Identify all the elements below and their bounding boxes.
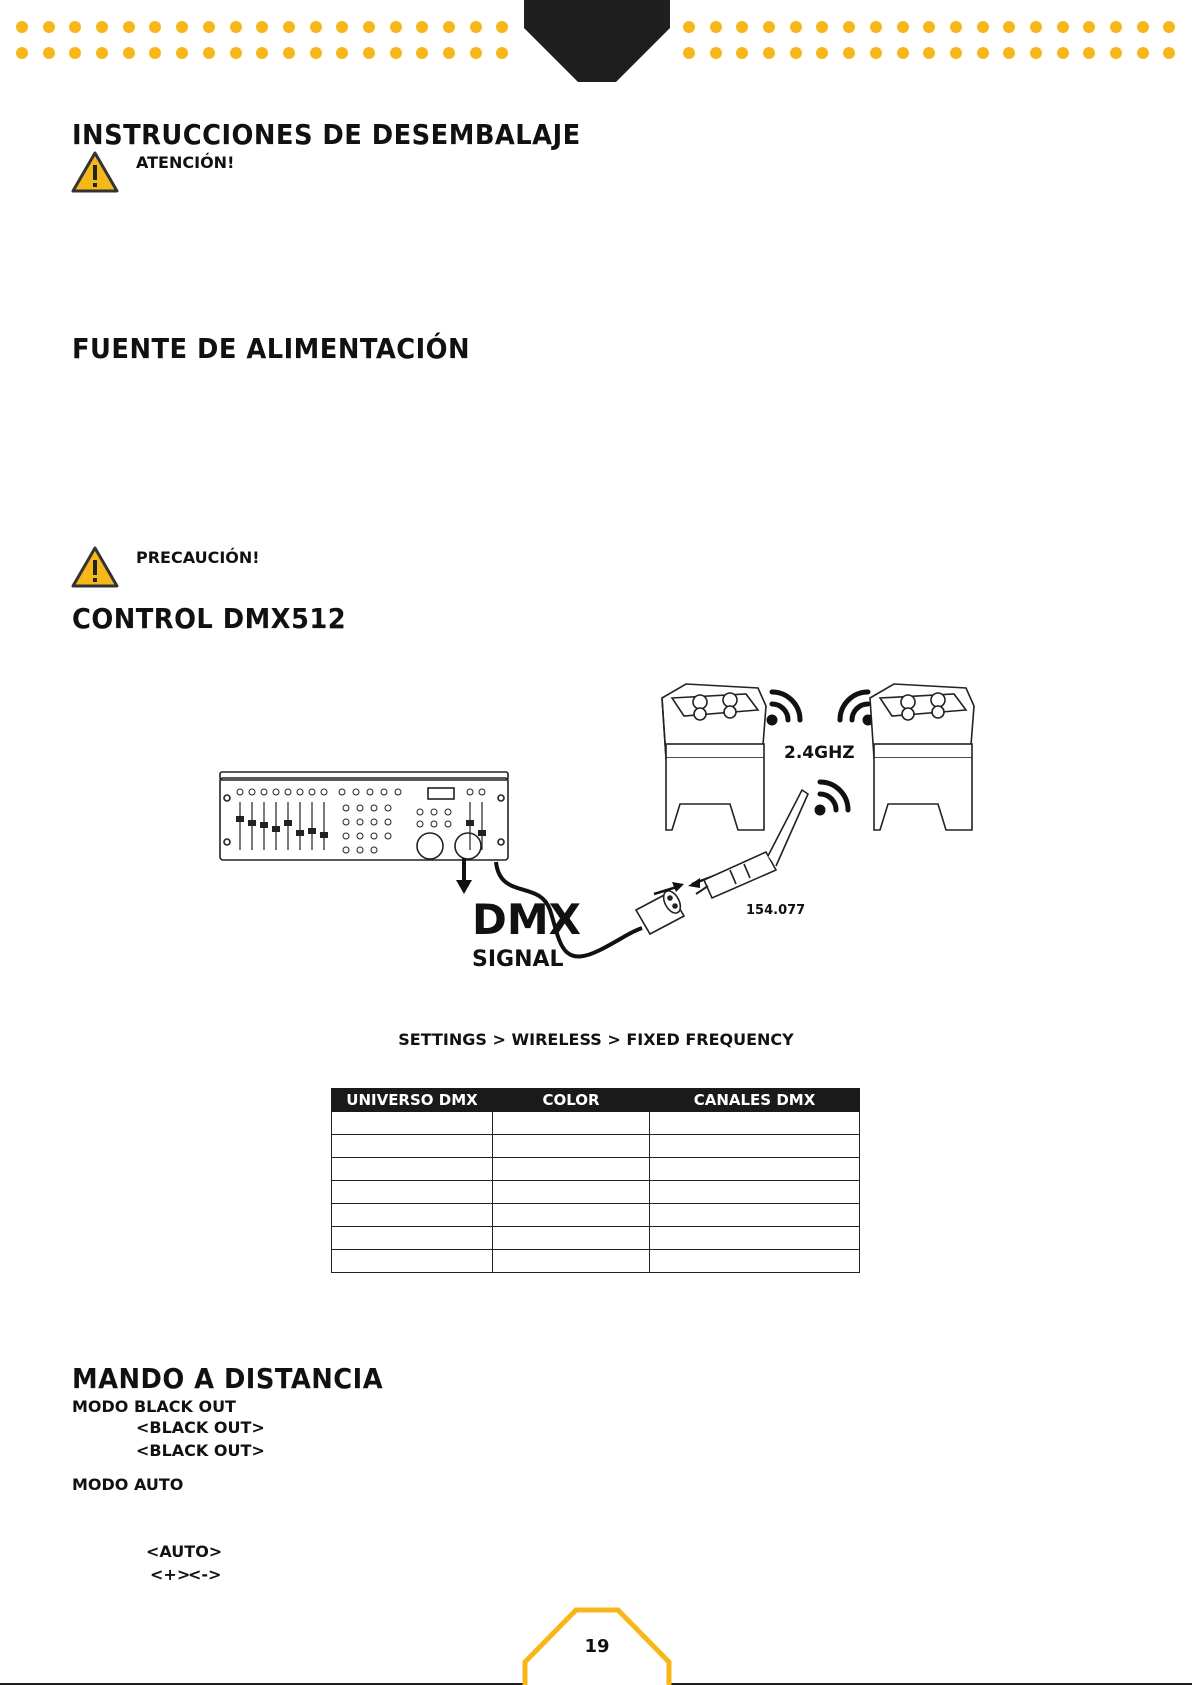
table-row: [332, 1250, 860, 1273]
table-cell: [650, 1112, 860, 1135]
table-cell: [493, 1135, 650, 1158]
remote-heading: MANDO A DISTANCIA: [72, 1362, 384, 1395]
decorative-dot: [496, 21, 508, 33]
decorative-dot: [230, 21, 242, 33]
dmx-heading: CONTROL DMX512: [72, 602, 347, 635]
blackout-key-1: <BLACK OUT>: [136, 1418, 265, 1437]
decorative-dot: [1163, 47, 1175, 59]
decorative-dot: [363, 47, 375, 59]
decorative-dot: [950, 21, 962, 33]
frequency-label: 2.4GHZ: [784, 743, 855, 763]
decorative-dot: [443, 21, 455, 33]
decorative-dot: [336, 21, 348, 33]
decorative-dot: [1003, 21, 1015, 33]
decorative-dot: [843, 21, 855, 33]
decorative-dot: [256, 47, 268, 59]
decorative-dot: [123, 21, 135, 33]
decorative-dot: [977, 21, 989, 33]
top-dots-right: [683, 14, 1190, 66]
table-header-row: [332, 1089, 860, 1112]
decorative-dot: [710, 21, 722, 33]
decorative-dot: [1030, 21, 1042, 33]
decorative-dot: [1057, 21, 1069, 33]
decorative-dot: [16, 47, 28, 59]
decorative-dot: [816, 21, 828, 33]
table-cell: [493, 1204, 650, 1227]
decorative-dot: [843, 47, 855, 59]
decorative-dot: [870, 21, 882, 33]
top-dots-left: [16, 14, 523, 66]
caution-label: PRECAUCIÓN!: [136, 548, 260, 567]
decorative-dot: [149, 47, 161, 59]
decorative-dot: [1030, 47, 1042, 59]
table-cell: [332, 1204, 493, 1227]
table-row: [332, 1227, 860, 1250]
warning-triangle-icon: [71, 545, 119, 589]
decorative-dot: [736, 47, 748, 59]
decorative-dot: [43, 21, 55, 33]
decorative-dot: [870, 47, 882, 59]
decorative-dot: [336, 47, 348, 59]
decorative-dot: [149, 21, 161, 33]
warning-triangle-icon: [71, 150, 119, 194]
table-cell: [332, 1135, 493, 1158]
decorative-dot: [763, 47, 775, 59]
table-cell: [650, 1250, 860, 1273]
decorative-dot: [203, 21, 215, 33]
table-row: [332, 1112, 860, 1135]
table-cell: [332, 1250, 493, 1273]
decorative-dot: [1083, 47, 1095, 59]
decorative-dot: [1110, 21, 1122, 33]
table-cell: [332, 1181, 493, 1204]
decorative-dot: [176, 21, 188, 33]
decorative-dot: [923, 47, 935, 59]
decorative-dot: [763, 21, 775, 33]
decorative-dot: [1003, 47, 1015, 59]
decorative-dot: [443, 47, 455, 59]
table-cell: [493, 1227, 650, 1250]
xlr-female-connector: [636, 888, 684, 934]
table-cell: [650, 1135, 860, 1158]
auto-mode-label: MODO AUTO: [72, 1475, 184, 1494]
table-row: [332, 1158, 860, 1181]
wifi-signal-icon: [817, 782, 848, 813]
table-row: [332, 1204, 860, 1227]
decorative-dot: [230, 47, 242, 59]
decorative-dot: [256, 21, 268, 33]
decorative-dot: [69, 47, 81, 59]
table-cell: [493, 1181, 650, 1204]
decorative-dot: [683, 47, 695, 59]
decorative-dot: [897, 47, 909, 59]
decorative-dot: [203, 47, 215, 59]
decorative-dot: [416, 47, 428, 59]
decorative-dot: [390, 47, 402, 59]
page-number: 19: [584, 1636, 610, 1657]
decorative-dot: [1083, 21, 1095, 33]
table-cell: [650, 1204, 860, 1227]
header-tab: [524, 0, 670, 84]
decorative-dot: [69, 21, 81, 33]
header-universe: UNIVERSO DMX: [332, 1089, 493, 1112]
blackout-key-2: <BLACK OUT>: [136, 1441, 265, 1460]
decorative-dot: [816, 47, 828, 59]
led-fixture-left: [662, 684, 766, 830]
decorative-dot: [310, 21, 322, 33]
plus-key: <+>: [150, 1565, 191, 1584]
decorative-dot: [283, 47, 295, 59]
decorative-dot: [310, 47, 322, 59]
decorative-dot: [470, 21, 482, 33]
table-cell: [650, 1227, 860, 1250]
decorative-dot: [736, 21, 748, 33]
decorative-dot: [790, 21, 802, 33]
header-color: COLOR: [493, 1089, 650, 1112]
header-channels: CANALES DMX: [650, 1089, 860, 1112]
decorative-dot: [923, 21, 935, 33]
table-cell: [332, 1112, 493, 1135]
decorative-dot: [790, 47, 802, 59]
decorative-dot: [710, 47, 722, 59]
decorative-dot: [977, 47, 989, 59]
decorative-dot: [283, 21, 295, 33]
blackout-mode-label: MODO BLACK OUT: [72, 1397, 236, 1416]
wifi-signal-icon: [769, 692, 800, 723]
decorative-dot: [470, 47, 482, 59]
signal-label: SIGNAL: [472, 947, 564, 972]
power-heading: FUENTE DE ALIMENTACIÓN: [72, 332, 471, 365]
decorative-dot: [1110, 47, 1122, 59]
decorative-dot: [950, 47, 962, 59]
decorative-dot: [496, 47, 508, 59]
dmx-controller-illustration: [220, 772, 508, 860]
decorative-dot: [1163, 21, 1175, 33]
decorative-dot: [176, 47, 188, 59]
table-cell: [332, 1227, 493, 1250]
attention-label: ATENCIÓN!: [136, 153, 235, 172]
table-row: [332, 1181, 860, 1204]
auto-key: <AUTO>: [146, 1542, 223, 1561]
minus-key: <->: [188, 1565, 222, 1584]
table-row: [332, 1135, 860, 1158]
decorative-dot: [1137, 47, 1149, 59]
settings-breadcrumb: SETTINGS > WIRELESS > FIXED FREQUENCY: [398, 1030, 794, 1049]
decorative-dot: [390, 21, 402, 33]
wifi-signal-icon: [840, 692, 871, 723]
decorative-dot: [43, 47, 55, 59]
dmx-diagram: [210, 670, 990, 980]
decorative-dot: [683, 21, 695, 33]
decorative-dot: [96, 21, 108, 33]
table-cell: [493, 1112, 650, 1135]
dongle-label: 154.077: [746, 903, 806, 918]
decorative-dot: [96, 47, 108, 59]
table-cell: [650, 1158, 860, 1181]
table-cell: [493, 1158, 650, 1181]
decorative-dot: [123, 47, 135, 59]
decorative-dot: [16, 21, 28, 33]
dmx-label: DMX: [472, 895, 582, 944]
unpacking-heading: INSTRUCCIONES DE DESEMBALAJE: [72, 118, 581, 151]
decorative-dot: [416, 21, 428, 33]
table-cell: [650, 1181, 860, 1204]
table-cell: [332, 1158, 493, 1181]
led-fixture-right: [870, 684, 974, 830]
dmx-universe-table: [331, 1088, 860, 1273]
decorative-dot: [363, 21, 375, 33]
decorative-dot: [1057, 47, 1069, 59]
decorative-dot: [897, 21, 909, 33]
decorative-dot: [1137, 21, 1149, 33]
table-cell: [493, 1250, 650, 1273]
